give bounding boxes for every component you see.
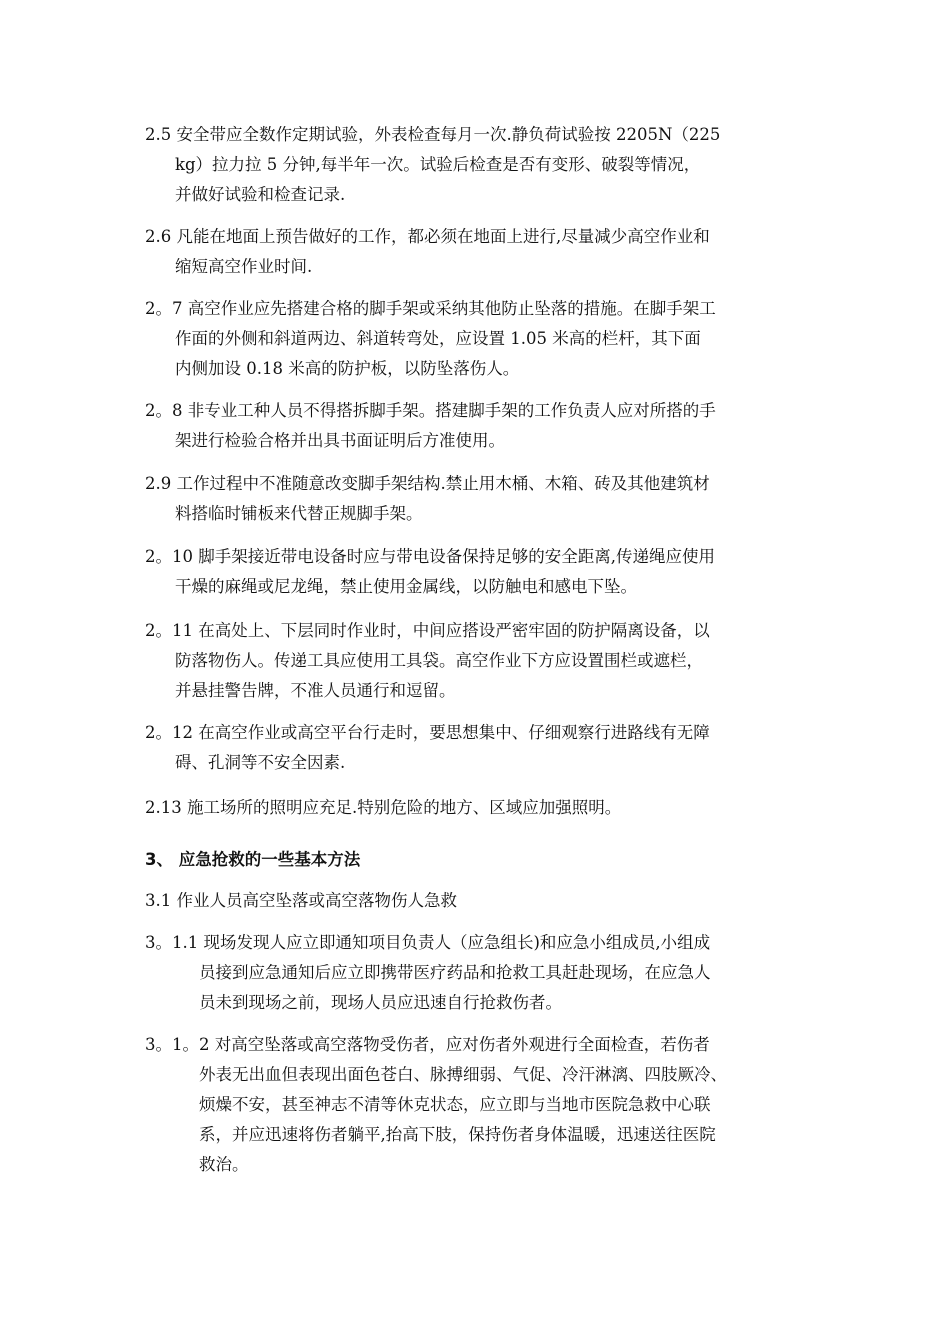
text-line: kg）拉力拉 5 分钟,每半年一次。试验后检查是否有变形、破裂等情况，	[175, 155, 701, 174]
text-line: 救治。	[199, 1155, 249, 1174]
text-line: 2。12 在高空作业或高空平台行走时，要思想集中、仔细观察行进路线有无障	[145, 723, 710, 742]
paragraph-2-8	[145, 396, 810, 456]
paragraph-2-7	[145, 294, 810, 384]
text-line: 料搭临时铺板来代替正规脚手架。	[175, 504, 423, 523]
text-line: 员接到应急通知后应立即携带医疗药品和抢救工具赶赴现场，在应急人	[199, 963, 711, 982]
text-line: 并悬挂警告牌，不准人员通行和逗留。	[175, 681, 456, 700]
text-line: 3。1。2 对高空坠落或高空落物受伤者，应对伤者外观进行全面检查，若伤者	[145, 1035, 710, 1054]
text-line: 2。8 非专业工种人员不得搭拆脚手架。搭建脚手架的工作负责人应对所搭的手	[145, 401, 716, 420]
text-line: 防落物伤人。传递工具应使用工具袋。高空作业下方应设置围栏或遮栏，	[175, 651, 703, 670]
text-line: 2.13 施工场所的照明应充足.特别危险的地方、区域应加强照明。	[145, 798, 622, 817]
text-line: 外表无出血但表现出面色苍白、脉搏细弱、气促、冷汗淋漓、四肢厥冷、	[199, 1065, 727, 1084]
paragraph-3-1-2	[145, 1030, 810, 1180]
text-line: 作面的外侧和斜道两边、斜道转弯处，应设置 1.05 米高的栏杆，其下面	[175, 329, 701, 348]
section-heading-3	[145, 845, 810, 875]
text-line: 2.9 工作过程中不准随意改变脚手架结构.禁止用木桶、木箱、砖及其他建筑材	[145, 474, 710, 493]
text-line: 并做好试验和检查记录.	[175, 185, 346, 204]
paragraph-2-10	[145, 542, 810, 602]
text-line: 系，并应迅速将伤者躺平,抬高下肢，保持伤者身体温暖，迅速送往医院	[199, 1125, 716, 1144]
text-line: 3.1 作业人员高空坠落或高空落物伤人急救	[145, 891, 457, 910]
text-line: 2。11 在高处上、下层同时作业时，中间应搭设严密牢固的防护隔离设备，以	[145, 621, 710, 640]
paragraph-2-13	[145, 793, 810, 823]
paragraph-2-5	[145, 120, 810, 210]
paragraph-2-6	[145, 222, 810, 282]
text-line: 2。10 脚手架接近带电设备时应与带电设备保持足够的安全距离,传递绳应使用	[145, 547, 715, 566]
paragraph-2-9	[145, 469, 810, 529]
subsection-3-1	[145, 886, 810, 916]
text-line: 内侧加设 0.18 米高的防护板，以防坠落伤人。	[175, 359, 520, 378]
heading-text: 3、 应急抢救的一些基本方法	[145, 850, 361, 869]
text-line: 碍、孔洞等不安全因素.	[175, 753, 346, 772]
text-line: 员未到现场之前，现场人员应迅速自行抢救伤者。	[199, 993, 562, 1012]
text-line: 干燥的麻绳或尼龙绳，禁止使用金属线，以防触电和感电下坠。	[175, 577, 637, 596]
text-line: 架进行检验合格并出具书面证明后方准使用。	[175, 431, 505, 450]
text-line: 2.5 安全带应全数作定期试验，外表检查每月一次.静负荷试验按 2205N（225	[145, 125, 721, 144]
text-line: 2.6 凡能在地面上预告做好的工作，都必须在地面上进行,尽量减少高空作业和	[145, 227, 710, 246]
text-line: 3。1.1 现场发现人应立即通知项目负责人（应急组长)和应急小组成员,小组成	[145, 933, 711, 952]
text-line: 烦燥不安，甚至神志不清等休克状态，应立即与当地市医院急救中心联	[199, 1095, 711, 1114]
paragraph-2-11	[145, 616, 810, 706]
text-line: 缩短高空作业时间.	[175, 257, 313, 276]
text-line: 2。7 高空作业应先搭建合格的脚手架或采纳其他防止坠落的措施。在脚手架工	[145, 299, 716, 318]
paragraph-3-1-1	[145, 928, 810, 1018]
paragraph-2-12	[145, 718, 810, 778]
